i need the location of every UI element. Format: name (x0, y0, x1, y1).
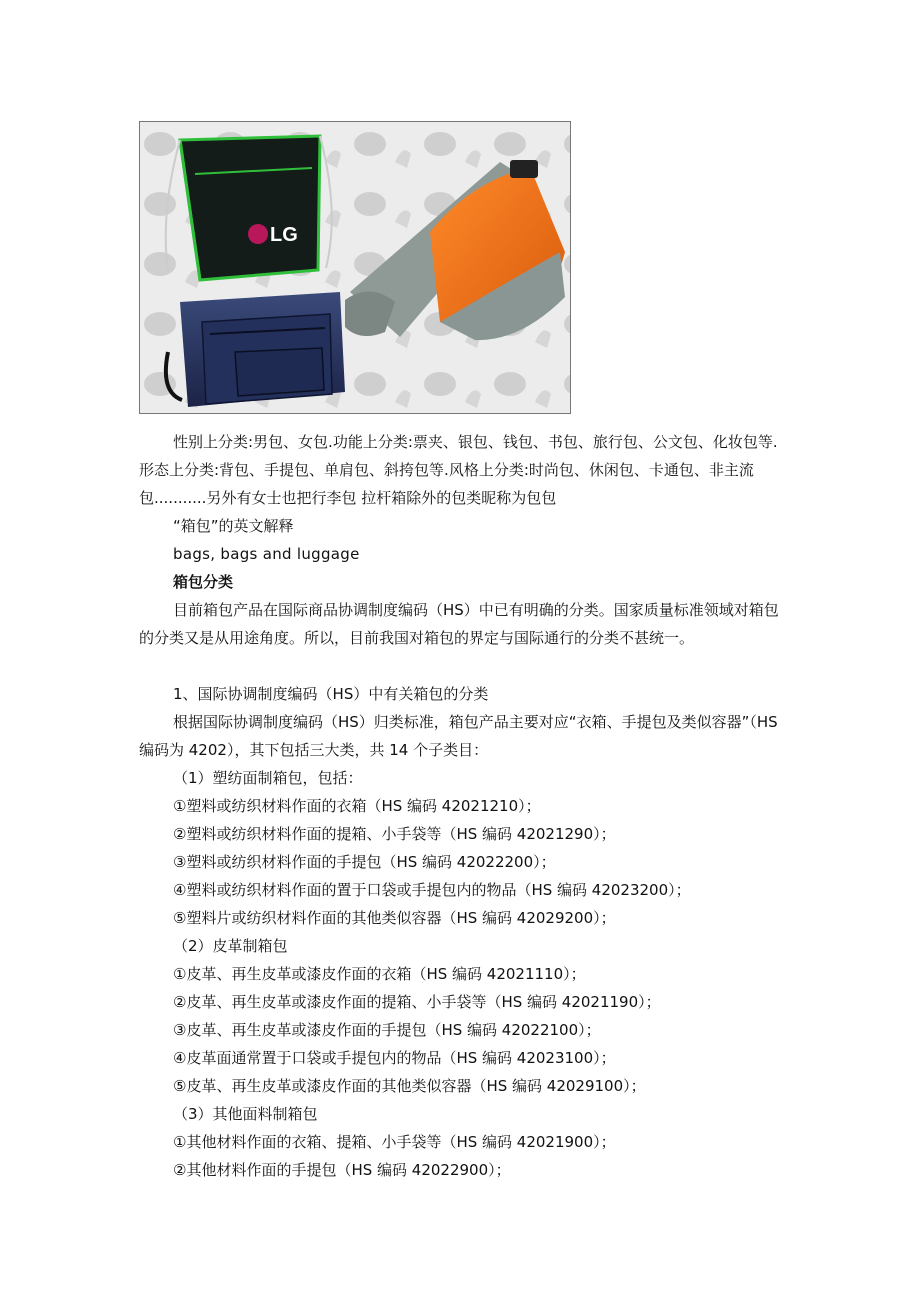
list-item: ②皮革、再生皮革或漆皮作面的提箱、小手袋等（HS 编码 42021190）； (173, 993, 661, 1011)
list-item: ③皮革、再生皮革或漆皮作面的手提包（HS 编码 42022100）； (173, 1021, 601, 1039)
paragraph-classification: 性别上分类:男包、女包.功能上分类:票夹、银包、钱包、书包、旅行包、公文包、化妆包等.形态上分类:背包、手提包、单肩包、斜挎包等.风格上分类:时尚包、休闲包、卡通包、非主流包...........另外有女士也把行李包 拉杆箱除外的包类昵称为包包 (139, 433, 778, 507)
list-item: ①塑料或纺织材料作面的衣箱（HS 编码 42021210）； (173, 797, 541, 815)
messenger-bag (166, 292, 345, 407)
list-item: ③塑料或纺织材料作面的手提包（HS 编码 42022200）； (173, 853, 556, 871)
bag-logo: LG (270, 224, 298, 246)
section-title: 箱包分类 (173, 573, 234, 591)
list-item: ⑤皮革、再生皮革或漆皮作面的其他类似容器（HS 编码 42029100）； (173, 1077, 646, 1095)
list-item: ⑤塑料片或纺织材料作面的其他类似容器（HS 编码 42029200）； (173, 909, 616, 927)
list-item: ④塑料或纺织材料作面的置于口袋或手提包内的物品（HS 编码 42023200）； (173, 881, 691, 899)
paragraph-hs-intro: 目前箱包产品在国际商品协调制度编码（HS）中已有明确的分类。国家质量标准领域对箱包的分类又是从用途角度。所以，目前我国对箱包的界定与国际通行的分类不甚统一。 (139, 601, 779, 647)
list-item: ①其他材料作面的衣箱、提箱、小手袋等（HS 编码 42021900）； (173, 1133, 616, 1151)
group-title: （1）塑纺面制箱包，包括： (173, 769, 363, 787)
group-title: （2）皮革制箱包 (173, 937, 288, 955)
list-item: ④皮革面通常置于口袋或手提包内的物品（HS 编码 42023100）； (173, 1049, 616, 1067)
list-item: ②其他材料作面的手提包（HS 编码 42022900）； (173, 1161, 511, 1179)
english-text: bags, bags and luggage (173, 545, 360, 563)
subsection-title: 1、国际协调制度编码（HS）中有关箱包的分类 (173, 685, 489, 703)
english-heading: “箱包”的英文解释 (173, 517, 294, 535)
list-item: ①皮革、再生皮革或漆皮作面的衣箱（HS 编码 42021110）； (173, 965, 586, 983)
bags-illustration (140, 122, 570, 413)
group-title: （3）其他面料制箱包 (173, 1105, 318, 1123)
product-photo (139, 121, 571, 414)
list-item: ②塑料或纺织材料作面的提箱、小手袋等（HS 编码 42021290）； (173, 825, 616, 843)
paragraph-hs-standard: 根据国际协调制度编码（HS）归类标准，箱包产品主要对应“衣箱、手提包及类似容器”（HS 编码为 4202），其下包括三大类，共 14 个子类目： (139, 713, 778, 759)
